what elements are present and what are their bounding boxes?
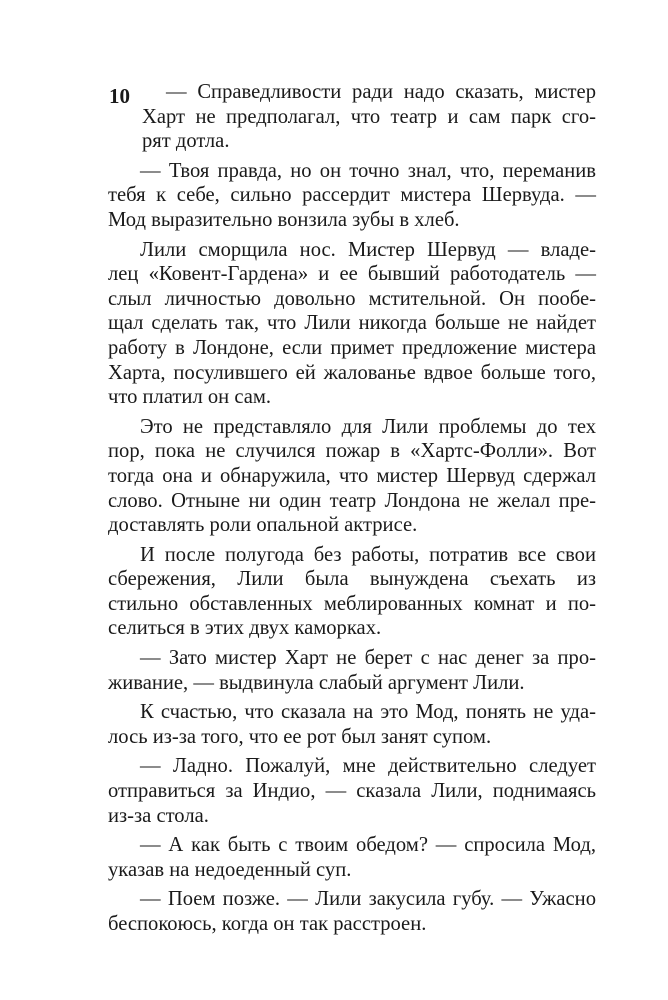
text-line: живание, — выдвинула слабый аргумент Лили. <box>108 671 525 694</box>
text-line: щал сделать так, что Лили никогда больше не найдет <box>108 312 596 335</box>
text-line: — Твоя правда, но он точно знал, что, переманив <box>140 159 596 182</box>
text-line: сбережения, Лили была вынуждена съехать из <box>108 568 596 591</box>
text-line: беспокоюсь, когда он так расстроен. <box>108 913 427 935</box>
text-line: Лили сморщила нос. Мистер Шервуд — владе- <box>140 238 596 261</box>
page-number: 10 <box>109 84 130 108</box>
text-line: Мод выразительно вонзила зубы в хлеб. <box>108 208 460 231</box>
text-line: слыл личностью довольно мстительной. Он пообе- <box>108 287 596 310</box>
text-line: лось из-за того, что ее рот был занят супом. <box>108 725 492 748</box>
text-line: что платил он сам. <box>108 386 272 409</box>
text-line: из-за стола. <box>108 804 209 827</box>
text-line: доставлять роли опальной актрисе. <box>108 514 418 537</box>
text-line: стильно обставленных меблированных комнат и по- <box>108 592 596 615</box>
text-line: отправиться за Индио, — сказала Лили, поднимаясь <box>108 780 596 803</box>
text-line: указав на недоеденный суп. <box>108 858 352 881</box>
text-line: Харт не предполагал, что театр и сам парк сго- <box>142 105 596 128</box>
body-text <box>108 80 596 937</box>
text-line: пор, пока не случился пожар в «Хартс-Фолли». Вот <box>108 440 596 463</box>
text-line: И после полугода без работы, потратив все свои <box>140 543 596 566</box>
text-line: тебя к себе, сильно рассердит мистера Шервуда. — <box>108 184 596 207</box>
text-line: — А как быть с твоим обедом? — спросила Мод, <box>140 834 596 857</box>
text-line: работу в Лондоне, если примет предложение мистера <box>108 336 596 359</box>
text-line: селиться в этих двух каморках. <box>108 617 382 640</box>
text-line: К счастью, что сказала на это Мод, понять не уда- <box>140 701 596 724</box>
text-line: — Справедливости ради надо сказать, мистер <box>166 81 596 103</box>
text-line: — Ладно. Пожалуй, мне действительно следует <box>140 755 596 778</box>
text-line: — Поем позже. — Лили закусила губу. — Ужасно <box>140 888 596 911</box>
text-line: Харта, посулившего ей жалованье вдвое больше того, <box>108 361 596 384</box>
text-line: — Зато мистер Харт не берет с нас денег за про- <box>140 647 596 670</box>
text-line: тогда она и обнаружила, что мистер Шервуд сдержал <box>108 464 596 487</box>
text-line: лец «Ковент-Гардена» и ее бывший работодатель — <box>108 263 596 286</box>
text-line: рят дотла. <box>142 130 230 153</box>
text-line: слово. Отныне ни один театр Лондона не желал пре- <box>108 489 596 512</box>
text-line: Это не представляло для Лили проблемы до тех <box>140 415 596 438</box>
